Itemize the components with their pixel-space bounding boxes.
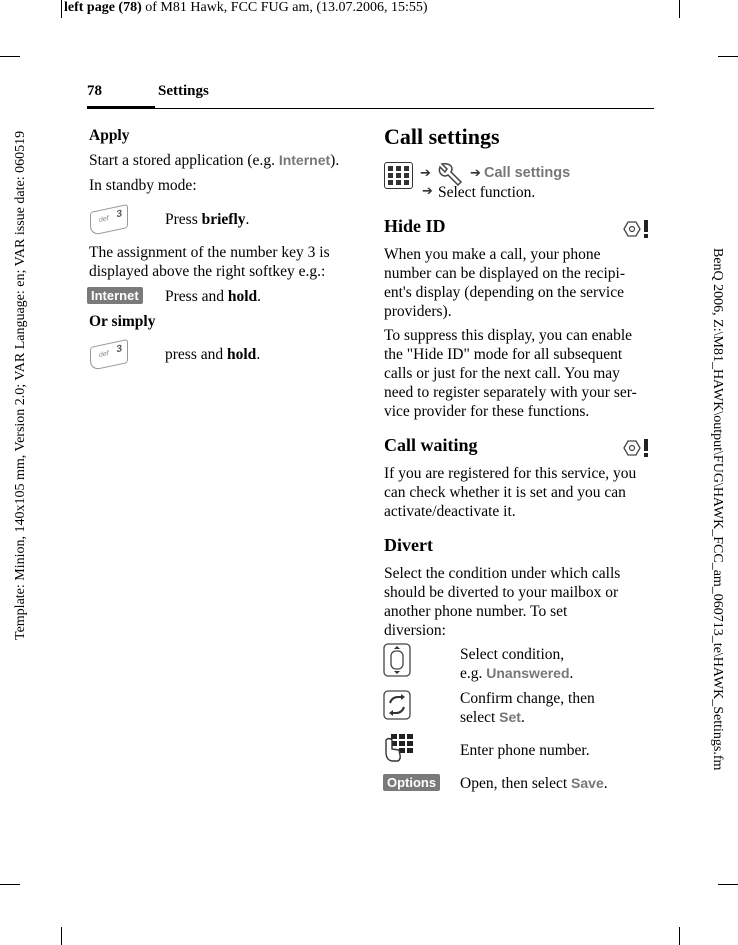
arrow-right-icon: ➔ — [422, 184, 433, 199]
press-hold-text — [165, 287, 261, 306]
text-line: activate/deactivate it. — [384, 503, 516, 520]
call-waiting-paragraph — [384, 464, 636, 521]
set-label: Set — [499, 709, 521, 725]
simply-hold-a: press and — [165, 346, 227, 363]
text-line: should be diverted to your mailbox or — [384, 584, 619, 601]
divert-paragraph — [384, 564, 620, 640]
press-briefly-c: . — [245, 211, 250, 228]
section-title: Settings — [158, 83, 209, 99]
press-briefly-a: Press — [165, 211, 202, 228]
step-enter-number: Enter phone number. — [460, 742, 590, 759]
text-line: To suppress this display, you can enable — [384, 327, 633, 344]
apply-heading: Apply — [89, 127, 130, 144]
step-confirm-line-2 — [460, 708, 595, 727]
text-line: the "Hide ID" mode for all subsequent — [384, 346, 623, 363]
print-header — [64, 0, 428, 16]
crop-mark — [718, 56, 738, 57]
header-rule-accent — [87, 106, 155, 109]
text-line: need to register separately with your ser- — [384, 384, 637, 401]
internet-label: Internet — [278, 152, 331, 168]
print-header-page: left page (78) — [64, 0, 142, 15]
step-open-text: Open, then select — [460, 775, 572, 792]
options-softkey-icon — [383, 774, 440, 792]
crop-mark — [61, 927, 62, 945]
key-3-digit: 3 — [116, 343, 122, 356]
hide-id-paragraph-2 — [384, 326, 637, 421]
options-softkey-label: Options — [383, 774, 440, 791]
press-hold-b: hold — [227, 288, 258, 305]
key-3-letters: def — [99, 350, 109, 360]
apply-text-b: ). — [330, 152, 340, 169]
press-hold-a: Press and — [165, 288, 228, 305]
print-header-meta: of M81 Hawk, FCC FUG am, (13.07.2006, 15:55) — [141, 0, 428, 15]
internet-softkey-label: Internet — [87, 287, 143, 304]
crop-mark — [0, 884, 20, 885]
apply-text — [89, 151, 339, 170]
arrow-right-icon: ➔ — [420, 166, 431, 181]
crop-mark — [679, 927, 680, 945]
text-line: When you make a call, your phone — [384, 246, 601, 263]
step-select-line-2 — [460, 664, 573, 683]
crop-mark — [61, 0, 62, 18]
page-number: 78 — [87, 83, 102, 99]
step-confirm-change — [460, 689, 595, 727]
text-line: vice provider for these functions. — [384, 403, 590, 420]
hide-id-heading: Hide ID — [384, 216, 446, 236]
text-line: ent's display (depending on the service — [384, 284, 624, 301]
key-3-digit: 3 — [116, 208, 122, 221]
file-path: BenQ 2006, Z:\M81_HAWK\output\FUG\HAWK_FCC_am_060713_te\HAWK_Settings.fm — [710, 248, 725, 771]
step-confirm-line-1: Confirm change, then — [460, 690, 595, 707]
crop-mark — [718, 884, 738, 885]
key-3-icon — [90, 204, 128, 236]
text-line: If you are registered for this service, you — [384, 465, 637, 482]
step-open-end: . — [603, 775, 608, 792]
step-select-end: . — [569, 665, 574, 682]
header-rule — [87, 108, 654, 109]
assign-text-1: The assignment of the number key 3 is — [89, 244, 330, 261]
simply-hold-b: hold — [227, 346, 257, 363]
simply-hold-text — [165, 345, 260, 364]
step-select-eg: e.g. — [460, 665, 487, 682]
text-line: providers). — [384, 303, 452, 320]
select-function-text: Select function. — [438, 184, 536, 201]
press-hold-c: . — [257, 288, 262, 305]
crop-mark — [0, 56, 20, 57]
crop-mark — [679, 0, 680, 18]
keypad-hand-icon — [382, 732, 416, 764]
assign-text-2: displayed above the right softkey e.g.: — [89, 263, 326, 280]
simply-hold-c: . — [256, 346, 261, 363]
text-line: Select the condition under which calls — [384, 565, 621, 582]
unanswered-label: Unanswered — [486, 665, 570, 681]
save-label: Save — [571, 775, 604, 791]
step-confirm-select: select — [460, 709, 500, 726]
press-briefly-b: briefly — [201, 211, 246, 228]
network-service-icon — [621, 437, 651, 459]
key-3-icon — [90, 339, 128, 371]
change-key-icon — [383, 690, 411, 720]
network-service-icon — [621, 218, 651, 240]
press-briefly-text — [165, 210, 249, 229]
hide-id-paragraph-1 — [384, 245, 625, 321]
call-settings-title: Call settings — [384, 124, 500, 149]
navigation-key-icon — [383, 643, 411, 677]
internet-softkey-icon — [87, 287, 143, 305]
call-waiting-heading: Call waiting — [384, 435, 478, 455]
call-settings-menu-label: Call settings — [484, 165, 571, 181]
template-info: Template: Minion, 140x105 mm, Version 2.0; VAR Language: en; VAR issue date: 060519 — [13, 130, 28, 640]
text-line: diversion: — [384, 622, 446, 639]
text-line: number can be displayed on the recipi- — [384, 265, 626, 282]
step-open-save — [460, 774, 608, 793]
standby-text: In standby mode: — [89, 177, 197, 194]
step-select-line-1: Select condition, — [460, 646, 565, 663]
divert-heading: Divert — [384, 535, 433, 555]
step-select-condition — [460, 645, 573, 683]
step-confirm-end: . — [520, 709, 525, 726]
arrow-right-icon: ➔ — [470, 166, 481, 181]
text-line: another phone number. To set — [384, 603, 568, 620]
key-3-letters: def — [99, 215, 109, 225]
menu-icon — [384, 162, 413, 189]
text-line: calls or just for the next call. You may — [384, 365, 620, 382]
apply-text-a: Start a stored application (e.g. — [89, 152, 279, 169]
or-simply-text: Or simply — [89, 313, 156, 330]
text-line: can check whether it is set and you can — [384, 484, 626, 501]
